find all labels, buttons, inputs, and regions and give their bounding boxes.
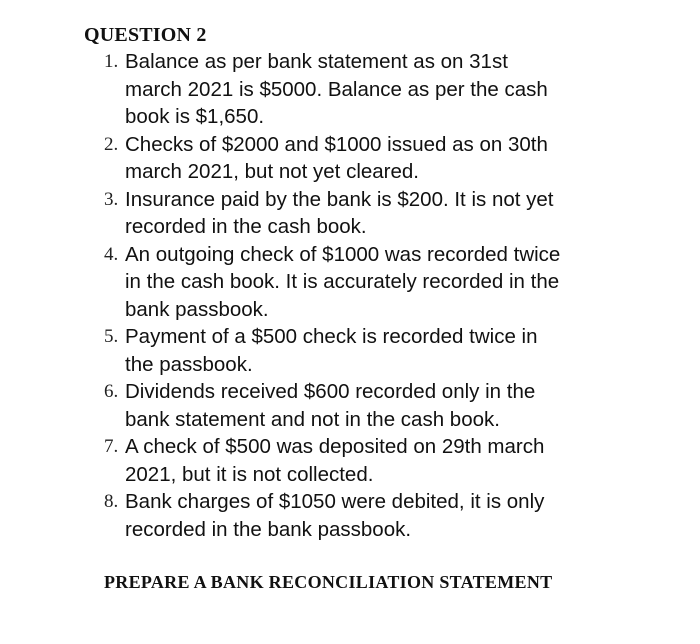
item-number: 2. bbox=[104, 133, 119, 155]
item-text bbox=[125, 241, 624, 324]
item-text bbox=[125, 323, 624, 378]
item-number: 3. bbox=[104, 188, 119, 210]
item-text bbox=[125, 48, 624, 131]
list-item bbox=[104, 323, 624, 378]
item-line: A check of $500 was deposited on 29th march bbox=[125, 435, 545, 458]
instruction-heading: PREPARE A BANK RECONCILIATION STATEMENT bbox=[104, 572, 553, 592]
item-line: Balance as per bank statement as on 31st bbox=[125, 50, 508, 73]
list-item bbox=[104, 378, 624, 433]
item-line: Checks of $2000 and $1000 issued as on 30th bbox=[125, 132, 548, 156]
item-line: in the cash book. It is accurately recorded in the bbox=[125, 270, 560, 293]
item-text bbox=[125, 488, 624, 543]
item-line: recorded in the cash book. bbox=[125, 215, 367, 238]
item-number: 4. bbox=[104, 243, 119, 265]
list-item bbox=[104, 131, 624, 186]
item-number: 6. bbox=[104, 381, 119, 402]
list-item bbox=[104, 433, 624, 488]
list-item bbox=[104, 488, 624, 543]
list-item bbox=[104, 48, 624, 131]
item-text bbox=[125, 186, 624, 241]
item-line: book is $1,650. bbox=[125, 105, 265, 128]
item-line: Dividends received $600 recorded only in the bbox=[125, 380, 536, 403]
list-item bbox=[104, 241, 624, 324]
item-number: 1. bbox=[104, 51, 119, 72]
question-title: QUESTION 2 bbox=[84, 24, 207, 46]
question-list bbox=[104, 48, 624, 543]
item-line: Payment of a $500 check is recorded twice in bbox=[125, 325, 538, 348]
item-line: bank passbook. bbox=[125, 297, 269, 321]
item-line: march 2021, but not yet cleared. bbox=[125, 160, 420, 183]
item-text bbox=[125, 131, 624, 186]
item-line: Insurance paid by the bank is $200. It is not yet bbox=[125, 187, 554, 211]
item-line: recorded in the bank passbook. bbox=[125, 517, 412, 541]
item-line: An outgoing check of $1000 was recorded twice bbox=[125, 242, 561, 266]
item-line: march 2021 is $5000. Balance as per the cash bbox=[125, 77, 548, 101]
item-text bbox=[125, 378, 624, 433]
item-text bbox=[125, 433, 624, 488]
item-line: bank statement and not in the cash book. bbox=[125, 407, 500, 431]
item-number: 5. bbox=[104, 326, 119, 347]
item-line: 2021, but it is not collected. bbox=[125, 462, 374, 486]
item-number: 8. bbox=[104, 491, 119, 512]
item-line: Bank charges of $1050 were debited, it is only bbox=[125, 490, 545, 513]
item-line: the passbook. bbox=[125, 352, 253, 376]
item-number: 7. bbox=[104, 436, 119, 457]
list-item bbox=[104, 186, 624, 241]
